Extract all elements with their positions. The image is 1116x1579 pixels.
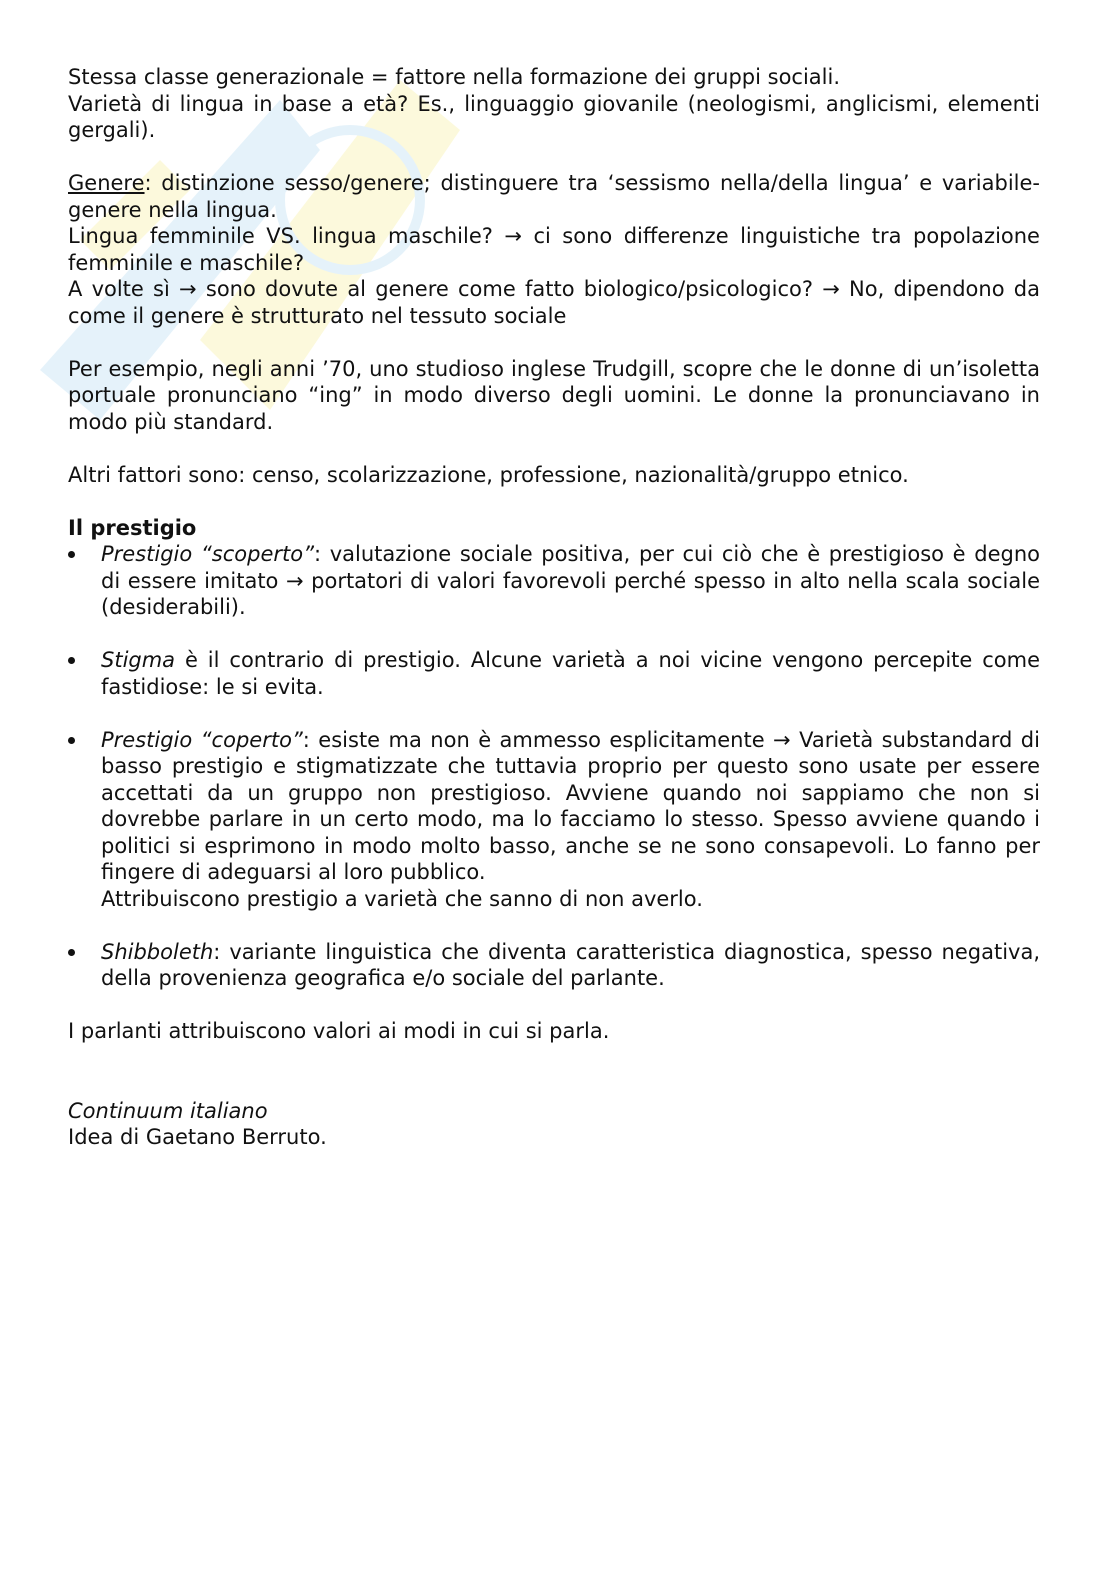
section-heading: Il prestigio xyxy=(68,515,197,540)
list-item: Stigma è il contrario di prestigio. Alcune varietà a noi vicine vengono percepite come fastidiose: le si evita. xyxy=(68,647,1040,700)
bullet-icon xyxy=(68,657,75,664)
item-term: Stigma xyxy=(101,648,176,672)
genere-answer: A volte sì → sono dovute al genere come fatto biologico/psicologico? → No, dipendono da come il genere è strutturato nel tessuto sociale xyxy=(68,277,1040,328)
arrow-icon: → xyxy=(773,727,791,752)
continuum-title: Continuum italiano xyxy=(68,1098,268,1123)
paragraph: Varietà di lingua in base a età? Es., linguaggio giovanile (neologismi, anglicismi, elementi gergali). xyxy=(68,91,1040,142)
item-term: Shibboleth xyxy=(101,939,214,964)
bullet-icon xyxy=(68,737,75,744)
item-term: Prestigio “scoperto” xyxy=(101,542,314,566)
arrow-icon: → xyxy=(504,224,522,248)
bullet-icon xyxy=(68,551,75,558)
item-term: Prestigio “coperto” xyxy=(101,727,303,752)
example-paragraph: Per esempio, negli anni ’70, uno studioso inglese Trudgill, scopre che le donne di un’isoletta portuale pronunciano “ing” in modo diverso degli uomini. Le donne la pronunciavano in modo più standard. xyxy=(68,356,1040,434)
arrow-icon: → xyxy=(822,277,840,301)
values-line: I parlanti attribuiscono valori ai modi in cui si parla. xyxy=(68,1019,610,1043)
prestigio-list xyxy=(68,541,1040,992)
paragraph: Stessa classe generazionale = fattore nella formazione dei gruppi sociali. xyxy=(68,65,841,89)
document-body xyxy=(68,64,1040,1151)
list-item: Prestigio “scoperto”: valutazione sociale positiva, per cui ciò che è prestigioso è degno di essere imitato → portatori di valori favorevoli perché spesso in alto nella scala sociale (desiderabili). xyxy=(68,541,1040,621)
continuum-text: Idea di Gaetano Berruto. xyxy=(68,1125,327,1149)
arrow-icon: → xyxy=(179,277,197,301)
list-item: Shibboleth: variante linguistica che diventa caratteristica diagnostica, spesso negativa, della provenienza geografica e/o sociale del parlante. xyxy=(68,939,1040,992)
list-item: Prestigio “coperto”: esiste ma non è ammesso esplicitamente → Varietà substandard di basso prestigio e stigmatizzate che tuttavia proprio per questo sono usate per essere accettati da un gruppo non prestigioso. Avviene quando noi sappiamo che non si dovrebbe parlare in un certo modo, ma lo facciamo lo stesso. Spesso avviene quando i politici si esprimono in modo molto basso, anche se ne sono consapevoli. Lo fanno per fingere di adeguarsi al loro pubblico. Attribuiscono prestigio a varietà che sanno di non averlo. xyxy=(68,727,1040,913)
item-extra: Attribuiscono prestigio a varietà che sanno di non averlo. xyxy=(101,886,703,911)
arrow-icon: → xyxy=(285,568,304,593)
genere-question: Lingua femminile VS. lingua maschile? → ci sono differenze linguistiche tra popolazione femminile e maschile? xyxy=(68,224,1040,275)
other-factors: Altri fattori sono: censo, scolarizzazione, professione, nazionalità/gruppo etnico. xyxy=(68,462,909,487)
genere-term: Genere xyxy=(68,171,145,195)
genere-paragraph xyxy=(68,170,1040,223)
bullet-icon xyxy=(68,949,75,956)
genere-definition: : distinzione sesso/genere; distinguere tra ‘sessismo nella/della lingua’ e variabile-genere nella lingua. xyxy=(68,171,1040,222)
